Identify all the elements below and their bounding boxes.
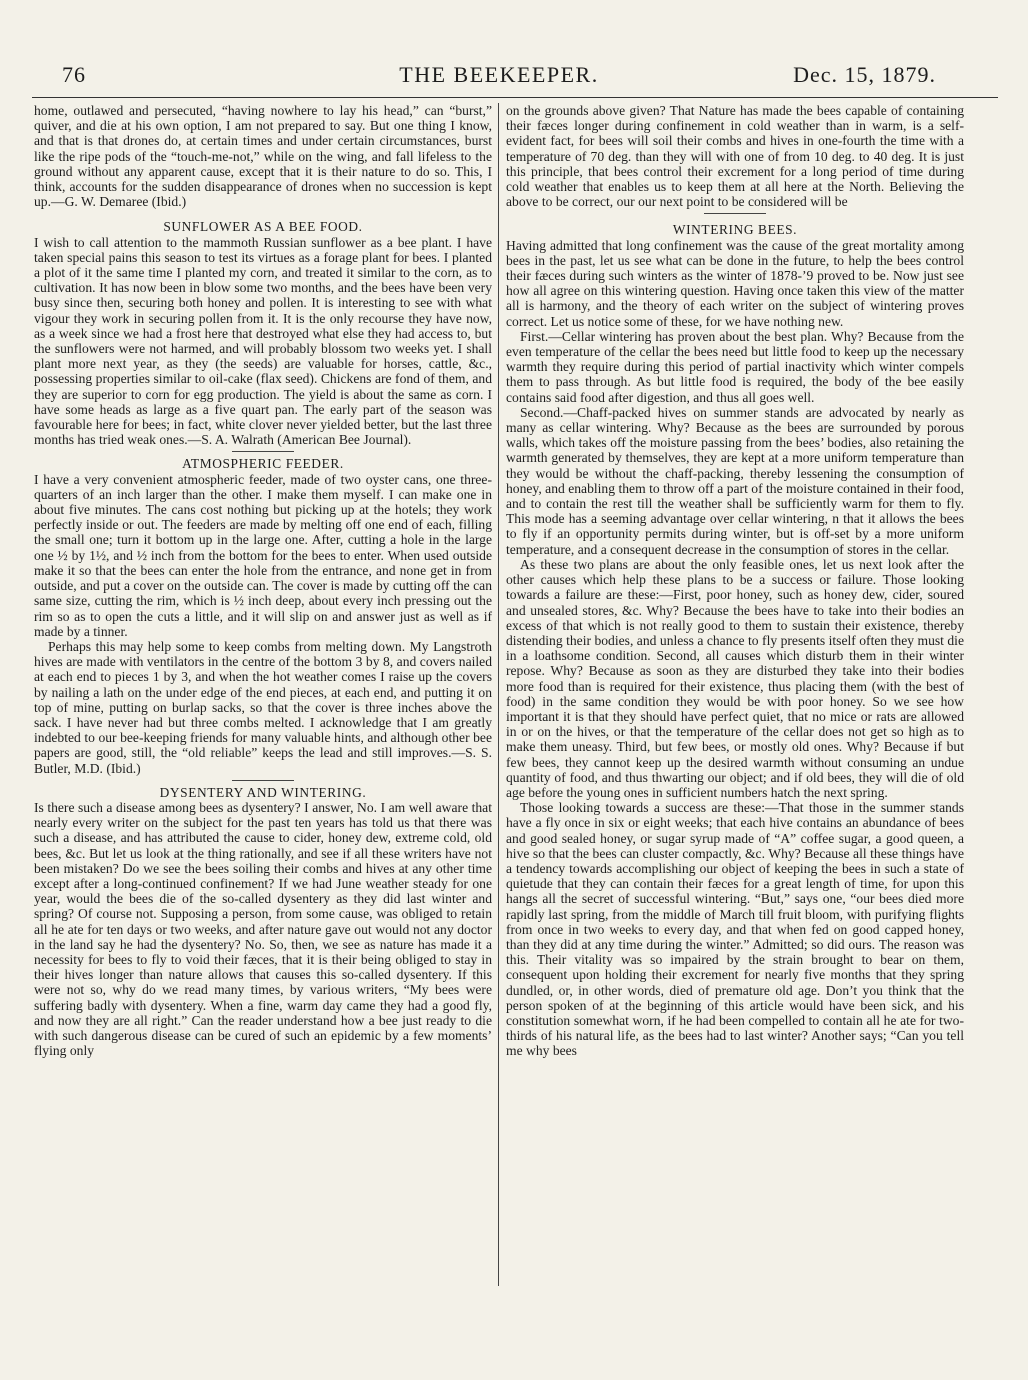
journal-title: THE BEEKEEPER.: [399, 62, 599, 87]
issue-date: Dec. 15, 1879.: [793, 62, 936, 87]
page-header: [62, 62, 936, 92]
left-column: [34, 103, 492, 1058]
sunflower-heading: SUNFLOWER AS A BEE FOOD.: [163, 219, 363, 235]
dysentery-paragraph: Is there such a disease among bees as dysentery? I answer, No. I am well aware that nearly every writer on the subject for the past ten years has told us that there was such a disease, and has attributed the cause to cider, honey dew, extreme cold, old bees, &c. But let us look at the thing rationally, and see if all these writers have not been mistaken? Do we see the bees soiling their combs and hives at any other time except after a long-continued confinement? If we had June weather steady for one year, would the bees die of the so-called dysentery as they did last winter and spring? Of course not. Supposing a person, from some cause, was obliged to retain all he ate for ten days or two weeks, and after nature gave out would not any doctor in the land say he had the dysentery? No. So, then, we see as nature has made it a necessity for bees to fly to void their fæces, that it is their being obliged to stay in their hives longer than nature allows that causes this so-called dysentery. If this were not so, why do we read many times, by various writers, “My bees were suffering badly with dysentery. When a fine, warm day came they had a good fly, and now they are all right.” Can the reader understand how a bee just ready to die with such dangerous disease can be cured of such an epidemic by a few moments’ flying only: [34, 799, 492, 1059]
drone-article-end: home, outlawed and persecuted, “having nowhere to lay his head,” can “burst,” quiver, and die at his own option, I am not prepared to say. But one thing I know, and that is that drones do, at certain times and under certain circumstances, burst like the ripe pods of the “touch-me-not,” while on the wing, and fall lifeless to the ground without any apparent cause, except that it is their nature to do so. This, I think, accounts for the sudden disappearance of drones when no succession is kept up.—G. W. Demaree (Ibid.): [34, 103, 492, 210]
wintering-bees-heading: WINTERING BEES.: [672, 222, 798, 238]
dysentery-article-end: on the grounds above given? That Nature has made the bees capable of containing their fæces longer during confinement in cold weather than in warm, is a self-evident fact, for bees will soil their combs and hives in one-fourth the time with a temperature of 70 deg. than they will with one of from 10 deg. to 40 deg. It is just this principle, that bees control their excrement for a long period of time during cold weather that enables us to keep them at all here at the North. Believing the above to be correct, our our next point to be considered will be: [506, 103, 964, 210]
dysentery-heading: DYSENTERY AND WINTERING.: [159, 784, 367, 800]
section-divider: [704, 213, 766, 214]
atmospheric-feeder-paragraph-1: I have a very convenient atmospheric feeder, made of two oyster cans, one three-quarters of an inch larger than the other. I make them myself. I can make one in about five minutes. The cans cost nothing but picking up at the hotels; they work perfectly inside or out. The feeders are made by melting off one end of each, filling the small one; turn it bottom up in the large one. After, cutting a hole in the large one ½ by 1½, and ½ inch from the bottom for the bees to enter. When used outside make it so that the bees can enter the hole from the entrance, and none get in from outside, and put a cover on the outside can. The cover is made by cutting off the can same size, cutting the rim, which is ½ inch deep, about every inch pressing out the rim so as to open the cuts a little, and it will slip on and answer just as well as if made by a tinner.: [34, 471, 492, 639]
wintering-paragraph-3: Second.—Chaff-packed hives on summer stands are advocated by nearly as many as cellar wintering. Why? Because as the bees are surrounded by porous walls, which takes off the moisture passing from the bees’ bodies, also retaining the warmth generated by themselves, they are kept at a more uniform temperature than they would be without the chaff-packing, thereby lessening the consumption of honey, and enabling them to throw off a part of the moisture contained in their food, and to contain the rest till the weather shall be sufficiently warm for them to fly. This mode has a seeming advantage over cellar wintering, n that it allows the bees to fly if an opportunity permits during winter, but is off-set by a more uniform temperature, and a consequent decrease in the consumption of stores in the cellar.: [506, 404, 964, 557]
right-column: [506, 103, 964, 1059]
wintering-paragraph-2: First.—Cellar wintering has proven about the best plan. Why? Because from the even temperature of the cellar the bees need but little food to keep up the necessary warmth they require during this period of partial inactivity which winter compels them to pass through. As but little food is required, the body of the bee easily contains said food after digestion, and thus all goes well.: [506, 328, 964, 405]
section-divider: [232, 780, 294, 781]
wintering-paragraph-1: Having admitted that long confinement was the cause of the great mortality among bees in the past, let us see what can be done in the future, to help the bees control their fæces during such winters as the winter of 1878-’9 proved to be. Now just see how all agree on this wintering question. Having once taken this view of the matter all is harmony, and the theory of each writer on the subject of wintering proves correct. Let us notice some of these, for we have nothing new.: [506, 237, 964, 329]
wintering-paragraph-5: Those looking towards a success are these:—That those in the summer stands have a fly once in six or eight weeks; that each hive contains an abundance of bees and good sealed honey, or sugar syrup made of “A” coffee sugar, a good queen, a hive so that the bees can cluster compactly, &c. Why? Because all these things have a tendency towards accomplishing our object of keeping the bees in such a state of quietude that they can contain their fæces for a great length of time, for upon this hangs all the secret of successful wintering. “But,” says one, “our bees died more rapidly last spring, from the middle of March till fruit bloom, with purifying flights from once in two weeks to every day, and that when fed on good capped honey, than they did at any time during the winter.” Admitted; so did ours. The reason was this. Their vitality was so impaired by the strain brought to bear on them, consequent upon holding their excrement for nearly five months that they spring dundled, or, in other words, died of premature old age. Don’t you think that the person spoken of at the beginning of this article would have been sick, and his constitution somewhat worn, if he had been compelled to contain all he ate for two-thirds of his natural life, as the bees had to last winter? Another says; “Can you tell me why bees: [506, 800, 964, 1059]
atmospheric-feeder-paragraph-2: Perhaps this may help some to keep combs from melting down. My Langstroth hives are made with ventilators in the centre of the bottom 3 by 8, and covers nailed at each end to pieces 1 by 3, and when the hot weather comes I raise up the covers by nailing a lath on the under edge of the end pieces, at each end, and putting it on top of mine, putting on burlap sacks, so that the cover is three inches above the sack. I have never had but three combs melted. I acknowledge that I am greatly indebted to our bee-keeping friends for many valuable hints, and although other bee papers are good, still, the “old reliable” keeps the lead and still improves.—S. S. Butler, M.D. (Ibid.): [34, 638, 492, 776]
sunflower-paragraph: I wish to call attention to the mammoth Russian sunflower as a bee plant. I have taken special pains this season to test its virtues as a forage plant for bees. I planted a plot of it the same time I planted my corn, and treated it similar to the corn, as to cultivation. It has now been in blow some two months, and the bees have been very busy since then, securing both honey and pollen. It is interesting to see with what vigour they work in securing pollen from it. It is the only recourse they have now, as a week since we had a frost here that destroyed what else they had access to, but the sunflowers were not harmed, and will probably blossom two weeks yet. I shall plant more next year, as they (the seeds) are valuable for horses, cattle, &c., possessing properties similar to oil-cake (flax seed). Chickens are fond of them, and they are superior to corn for egg production. The yield is about the same as corn. I have some heads as large as a five quart pan. The early part of the season was favourable here for bees; in fact, white clover never yielded better, but the last three months has tried weak ones.—S. A. Walrath (American Bee Journal).: [34, 234, 492, 448]
column-divider: [498, 103, 499, 1286]
header-rule: [32, 97, 998, 98]
page-number: 76: [62, 62, 86, 87]
atmospheric-feeder-heading: ATMOSPHERIC FEEDER.: [182, 456, 344, 472]
section-divider: [232, 451, 294, 452]
wintering-paragraph-4: As these two plans are about the only feasible ones, let us next look after the other causes which help these plans to be a success or failure. Those looking towards a failure are these:—First, poor honey, such as honey dew, cider, soured and unsealed stores, &c. Why? Because the bees have to take into their bodies an excess of that which is not really good to them to sustain their existence, thereby distending their bodies, and unless a chance to fly presents itself often they must die in a loathsome condition. Second, all causes which disturb them in their winter repose. Why? Because as soon as they are disturbed they take into their bodies more food than is required for their existence, thus placing them (with the best of food) in the same condition they would be with poor honey. So we see how important it is that they should have perfect quiet, that no mice or rats are allowed in or on the hives, or that the temperature of the cellar does not get so high as to make them uneasy. Third, but few bees, or mostly old ones. Why? Because if but few bees, they cannot keep up the desired warmth without consuming an undue quantity of food, and thus thwarting our object; and if old bees, they will die of old age before the young ones in sufficient numbers hatch the next spring.: [506, 556, 964, 800]
